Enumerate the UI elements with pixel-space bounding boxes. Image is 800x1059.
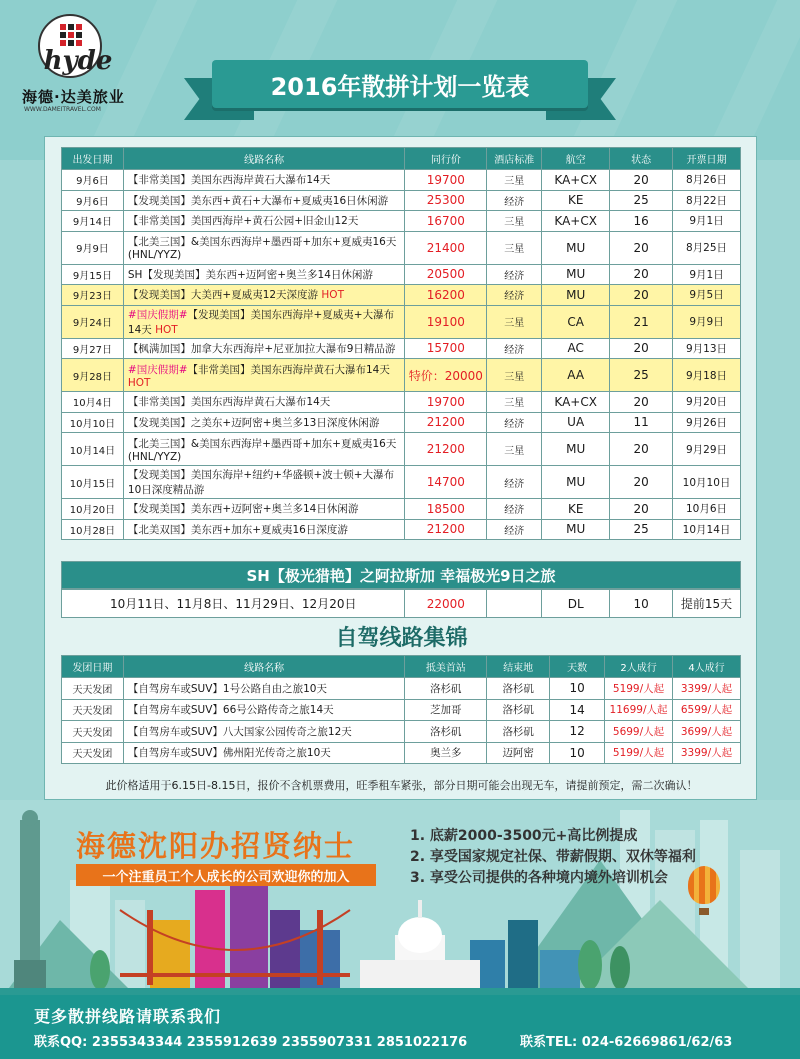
page-title: 2016年散拼计划一览表 [212,60,588,108]
status: 20 [610,231,673,264]
hotel-standard: 三星 [487,359,542,392]
holiday-tag: #国庆假期# [127,308,188,321]
hotel-standard: 三星 [487,211,542,232]
route-text: 【发现美国】美国东海岸+纽约+华盛顿+波士顿+大瀑布10日深度精品游 [127,469,395,496]
hotel-standard: 三星 [487,433,542,466]
table-row [62,264,741,285]
status: 20 [610,285,673,306]
route-name [123,433,405,466]
status: 25 [610,519,673,540]
aurora-title: SH【极光猎艳】之阿拉斯加 幸福极光9日之旅 [61,561,741,589]
days: 10 [550,678,605,700]
self-drive-table [61,655,741,764]
route-name: 【自驾房车或SUV】八大国家公园传奇之旅12天 [123,721,405,743]
airline: KA+CX [542,392,610,413]
airline: MU [542,264,610,285]
route-name [123,231,405,264]
first-stop: 奥兰多 [405,742,487,764]
route-name [123,499,405,520]
airline: MU [542,285,610,306]
route-text: 【发现美国】之美东+迈阿密+奥兰多13日深度休闲游 [127,416,380,429]
ticket-date: 10月10日 [673,466,741,499]
first-stop: 洛杉矶 [405,678,487,700]
recruit-subtitle: 一个注重员工个人成长的公司欢迎你的加入 [76,864,376,886]
route-text: 【北美三国】&美国东西海岸+墨西哥+加东+夏威夷16天(HNL/YYZ) [127,437,397,463]
ticket-date: 9月18日 [673,359,741,392]
recruit-title: 海德沈阳办招贤纳士 [76,829,356,863]
hotel-standard: 三星 [487,170,542,191]
route-text: 【发现美国】大美西+夏威夷12天深度游 [127,289,319,302]
route-text: 【发现美国】美东西+迈阿密+奥兰多14日休闲游 [127,503,359,516]
benefit-item: 1. 底薪2000-3500元+高比例提成 [410,828,638,844]
route-name [123,170,405,191]
airline: MU [542,231,610,264]
route-name [123,466,405,499]
end-city: 迈阿密 [487,742,550,764]
departure-date: 10月14日 [62,433,124,466]
table-row [62,285,741,306]
departure-date: 10月20日 [62,499,124,520]
airline: KE [542,190,610,211]
table-row [62,392,741,413]
table-row [62,433,741,466]
price-two-people: 5199/人起 [605,742,673,764]
price: 20500 [405,264,487,285]
aurora-status: 10 [610,590,673,618]
route-name [123,211,405,232]
aurora-ticket: 提前15天 [673,590,741,618]
status: 20 [610,338,673,359]
table-row [62,699,741,721]
ticket-date: 8月25日 [673,231,741,264]
ticket-date: 8月26日 [673,170,741,191]
airline: AA [542,359,610,392]
table-row [62,466,741,499]
end-city: 洛杉矶 [487,721,550,743]
price-four-people: 3399/人起 [673,742,741,764]
table-row [62,499,741,520]
route-text: 【发现美国】美东西+黄石+大瀑布+夏威夷16日休闲游 [127,194,389,207]
price: 19700 [405,170,487,191]
column-header: 开票日期 [673,148,741,170]
route-text: 【枫满加国】加拿大东西海岸+尼亚加拉大瀑布9日精品游 [127,342,396,355]
price-note: 此价格适用于6.15日-8.15日，报价不含机票费用，旺季租车紧张，部分日期可能会出现无车，请提前预定，需二次确认！ [105,779,698,792]
airline: MU [542,433,610,466]
table-row [62,742,741,764]
ticket-date: 9月9日 [673,305,741,338]
column-header: 状态 [610,148,673,170]
route-name [123,264,405,285]
price: 21400 [405,231,487,264]
departure-date: 9月27日 [62,338,124,359]
status: 21 [610,305,673,338]
price-four-people: 3399/人起 [673,678,741,700]
price-four-people: 6599/人起 [673,699,741,721]
benefit-item: 2. 享受国家规定社保、带薪假期、双休等福利 [410,849,696,865]
aurora-table [61,589,741,618]
column-header: 发团日期 [62,656,124,678]
self-drive-title: 自驾线路集锦 [335,626,468,651]
ticket-date: 8月22日 [673,190,741,211]
hotel-standard: 经济 [487,466,542,499]
departure-schedule: 天天发团 [62,742,124,764]
price: 21200 [405,412,487,433]
column-header: 4人成行 [673,656,741,678]
days: 14 [550,699,605,721]
departure-date: 9月6日 [62,190,124,211]
airline: CA [542,305,610,338]
ticket-date: 10月6日 [673,499,741,520]
departure-date: 10月10日 [62,412,124,433]
price: 15700 [405,338,487,359]
table-row [62,211,741,232]
column-header: 抵美首站 [405,656,487,678]
hotel-standard: 经济 [487,190,542,211]
departure-date: 9月9日 [62,231,124,264]
company-logo [20,10,170,113]
route-text: SH【发现美国】美东西+迈阿密+奥兰多14日休闲游 [127,268,373,281]
table-row [62,170,741,191]
aurora-airline: DL [542,590,610,618]
table-row [62,231,741,264]
airline: KE [542,499,610,520]
price: 21200 [405,519,487,540]
price: 19100 [405,305,487,338]
departure-date: 9月24日 [62,305,124,338]
self-drive-header-row [62,656,741,678]
airline: KA+CX [542,211,610,232]
departure-date: 9月6日 [62,170,124,191]
price-four-people: 3699/人起 [673,721,741,743]
ticket-date: 9月1日 [673,264,741,285]
price: 18500 [405,499,487,520]
contact-qq: 联系QQ: 2355343344 2355912639 2355907331 2851022176 [34,1035,468,1050]
departure-date: 10月15日 [62,466,124,499]
airline: AC [542,338,610,359]
departure-schedule: 天天发团 [62,678,124,700]
balloon-basket-icon [699,908,709,915]
route-name [123,285,405,306]
aurora-hotel [487,590,542,618]
table-row [62,359,741,392]
company-url: WWW.DAMEITRAVEL.COM [24,106,101,113]
column-header: 结束地 [487,656,550,678]
aurora-price: 22000 [405,590,487,618]
table-row [62,305,741,338]
airline: MU [542,466,610,499]
table-row [62,338,741,359]
table-row [62,412,741,433]
departure-date: 9月15日 [62,264,124,285]
status: 20 [610,466,673,499]
ticket-date: 9月13日 [673,338,741,359]
ticket-date: 9月5日 [673,285,741,306]
status: 25 [610,190,673,211]
departure-date: 9月28日 [62,359,124,392]
column-header: 线路名称 [123,148,405,170]
holiday-tag: #国庆假期# [127,363,188,376]
route-name: 【自驾房车或SUV】66号公路传奇之旅14天 [123,699,405,721]
hotel-standard: 经济 [487,338,542,359]
price-two-people: 5199/人起 [605,678,673,700]
days: 10 [550,742,605,764]
table-row [62,721,741,743]
route-name [123,190,405,211]
airline: MU [542,519,610,540]
route-name [123,519,405,540]
first-stop: 洛杉矶 [405,721,487,743]
column-header: 天数 [550,656,605,678]
column-header: 线路名称 [123,656,405,678]
column-header: 航空 [542,148,610,170]
route-name [123,359,405,392]
airline: KA+CX [542,170,610,191]
logo-wordmark: hyde [43,46,113,76]
status: 20 [610,170,673,191]
route-name [123,338,405,359]
hot-tag: HOT [127,376,151,389]
departure-schedule: 天天发团 [62,699,124,721]
recruit-banner [58,818,393,898]
ticket-date: 10月14日 [673,519,741,540]
schedule-card [44,136,757,800]
hotel-standard: 经济 [487,412,542,433]
column-header: 同行价 [405,148,487,170]
column-header: 2人成行 [605,656,673,678]
contact-tel: 联系TEL: 024-62669861/62/63 [520,1035,733,1050]
hotel-standard: 经济 [487,285,542,306]
price: 25300 [405,190,487,211]
departure-date: 9月23日 [62,285,124,306]
table-row [62,678,741,700]
route-text: 【北美双国】美东西+加东+夏威夷16日深度游 [127,523,348,536]
hotel-standard: 经济 [487,264,542,285]
route-name: 【自驾房车或SUV】1号公路自由之旅10天 [123,678,405,700]
status: 25 [610,359,673,392]
route-text: 【非常美国】美国东西海岸黄石大瀑布14天 [127,174,331,187]
ticket-date: 9月20日 [673,392,741,413]
ticket-date: 9月26日 [673,412,741,433]
hotel-standard: 经济 [487,499,542,520]
status: 20 [610,433,673,466]
route-name [123,412,405,433]
status: 20 [610,392,673,413]
end-city: 洛杉矶 [487,678,550,700]
price-two-people: 5699/人起 [605,721,673,743]
route-text: 【北美三国】&美国东西海岸+墨西哥+加东+夏威夷16天(HNL/YYZ) [127,236,397,261]
table-row [62,190,741,211]
airline: UA [542,412,610,433]
price: 14700 [405,466,487,499]
ticket-date: 9月1日 [673,211,741,232]
departure-date: 10月4日 [62,392,124,413]
logo-grid-icon [60,24,82,46]
price-two-people: 11699/人起 [605,699,673,721]
end-city: 洛杉矶 [487,699,550,721]
company-name: 海德·达美旅业 [22,88,125,106]
route-text: 【非常美国】美国东西海岸黄石大瀑布14天 [127,396,331,409]
days: 12 [550,721,605,743]
benefit-item: 3. 享受公司提供的各种境内境外培训机会 [410,870,668,886]
price: 16200 [405,285,487,306]
route-name [123,392,405,413]
status: 16 [610,211,673,232]
ticket-date: 9月29日 [673,433,741,466]
route-name [123,305,405,338]
schedule-table [61,147,741,540]
hot-air-balloon-icon [688,866,720,904]
hot-tag: HOT [155,323,178,336]
table-row [62,519,741,540]
hotel-standard: 三星 [487,231,542,264]
status: 20 [610,264,673,285]
status: 11 [610,412,673,433]
aurora-row [62,590,741,618]
price: 19700 [405,392,487,413]
route-name: 【自驾房车或SUV】佛州阳光传奇之旅10天 [123,742,405,764]
route-text: 【非常美国】美国东西海岸黄石大瀑布14天 [187,363,390,376]
column-header: 酒店标准 [487,148,542,170]
price: 21200 [405,433,487,466]
contact-title: 更多散拼线路请联系我们 [34,1007,222,1026]
price: 特价：20000 [405,359,487,392]
departure-schedule: 天天发团 [62,721,124,743]
hotel-standard: 三星 [487,305,542,338]
hotel-standard: 经济 [487,519,542,540]
route-text: 【非常美国】美国西海岸+黄石公园+旧金山12天 [127,215,359,228]
hot-tag: HOT [321,289,344,302]
column-header: 出发日期 [62,148,124,170]
departure-date: 10月28日 [62,519,124,540]
schedule-header-row [62,148,741,170]
route-text: 【发现美国】美国东西海岸+夏威夷+大瀑布14天 [127,308,395,336]
departure-date: 9月14日 [62,211,124,232]
price: 16700 [405,211,487,232]
hotel-standard: 三星 [487,392,542,413]
status: 20 [610,499,673,520]
aurora-dates: 10月11日、11月8日、11月29日、12月20日 [62,590,405,618]
first-stop: 芝加哥 [405,699,487,721]
